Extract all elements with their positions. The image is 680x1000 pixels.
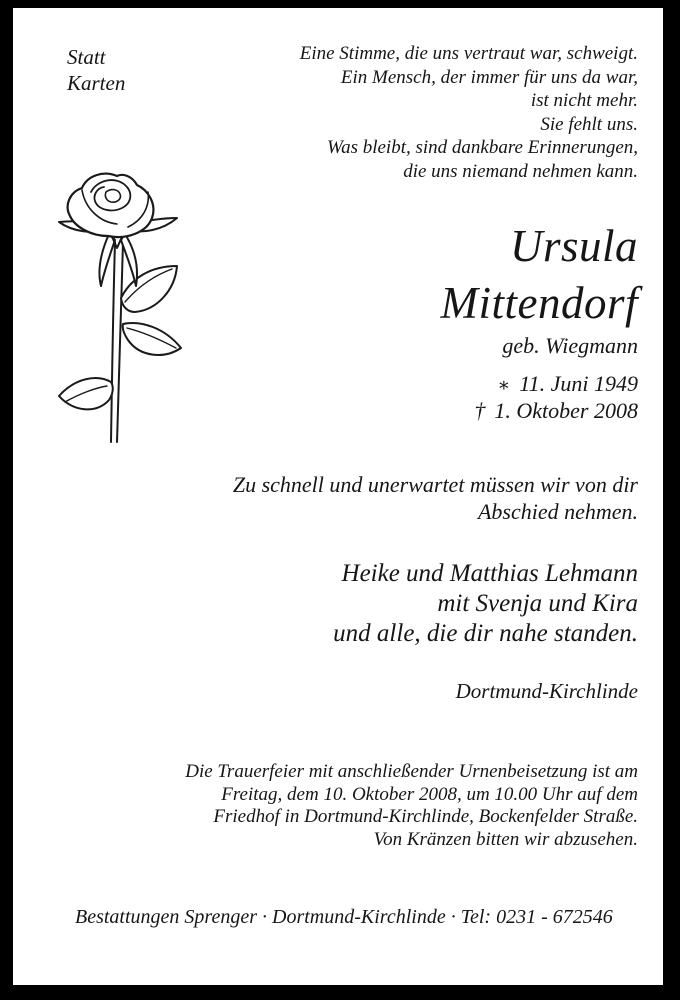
place-name: Dortmund-Kirchlinde <box>455 679 638 703</box>
statt-karten-line: Karten <box>67 71 126 95</box>
poem-line: Eine Stimme, die uns vertraut war, schweigt. <box>299 43 638 64</box>
poem-line: Was bleibt, sind dankbare Erinnerungen, <box>326 137 638 158</box>
statt-karten-line: Statt <box>67 45 106 69</box>
mourners-line: mit Svenja und Kira <box>437 590 638 617</box>
mourners-list <box>333 559 638 649</box>
funeral-home-footer: Bestattungen Sprenger · Dortmund-Kirchlinde · Tel: 0231 - 672546 <box>75 906 613 928</box>
deceased-first-name: Ursula <box>509 221 638 271</box>
maiden-name: geb. Wiegmann <box>502 333 638 358</box>
funeral-info <box>185 761 638 851</box>
deceased-last-name: Mittendorf <box>440 278 638 328</box>
funeral-info-line: Die Trauerfeier mit anschließender Urnenbeisetzung ist am <box>185 761 638 782</box>
mourners-line: Heike und Matthias Lehmann <box>341 560 638 587</box>
poem-line: die uns niemand nehmen kann. <box>403 160 638 182</box>
poem-line: Sie fehlt uns. <box>540 113 638 135</box>
poem-line: ist nicht mehr. <box>530 90 638 111</box>
farewell-line: Abschied nehmen. <box>477 498 638 524</box>
mourners-line: und alle, die dir nahe standen. <box>333 620 638 647</box>
poem-line: Ein Mensch, der immer für uns da war, <box>340 66 638 88</box>
birth-date-line <box>474 371 638 398</box>
life-dates <box>474 371 638 423</box>
funeral-info-line: Friedhof in Dortmund-Kirchlinde, Bockenfelder Straße. <box>213 806 638 827</box>
death-date: 1. Oktober 2008 <box>494 398 638 423</box>
deceased-name <box>441 218 638 332</box>
memorial-poem <box>300 42 638 183</box>
rose-icon <box>51 170 199 450</box>
obituary-card <box>13 8 663 985</box>
born-star-icon: ∗ <box>497 375 511 396</box>
farewell-line: Zu schnell und unerwartet müssen wir von dir <box>232 472 638 497</box>
statt-karten-label <box>67 44 125 96</box>
death-date-line <box>474 398 638 423</box>
funeral-info-line: Freitag, dem 10. Oktober 2008, um 10.00 Uhr auf dem <box>221 783 638 805</box>
birth-date: 11. Juni 1949 <box>519 371 638 396</box>
death-cross-icon: † <box>474 398 486 423</box>
farewell-text <box>233 472 638 525</box>
funeral-info-line: Von Kränzen bitten wir abzusehen. <box>373 828 638 850</box>
